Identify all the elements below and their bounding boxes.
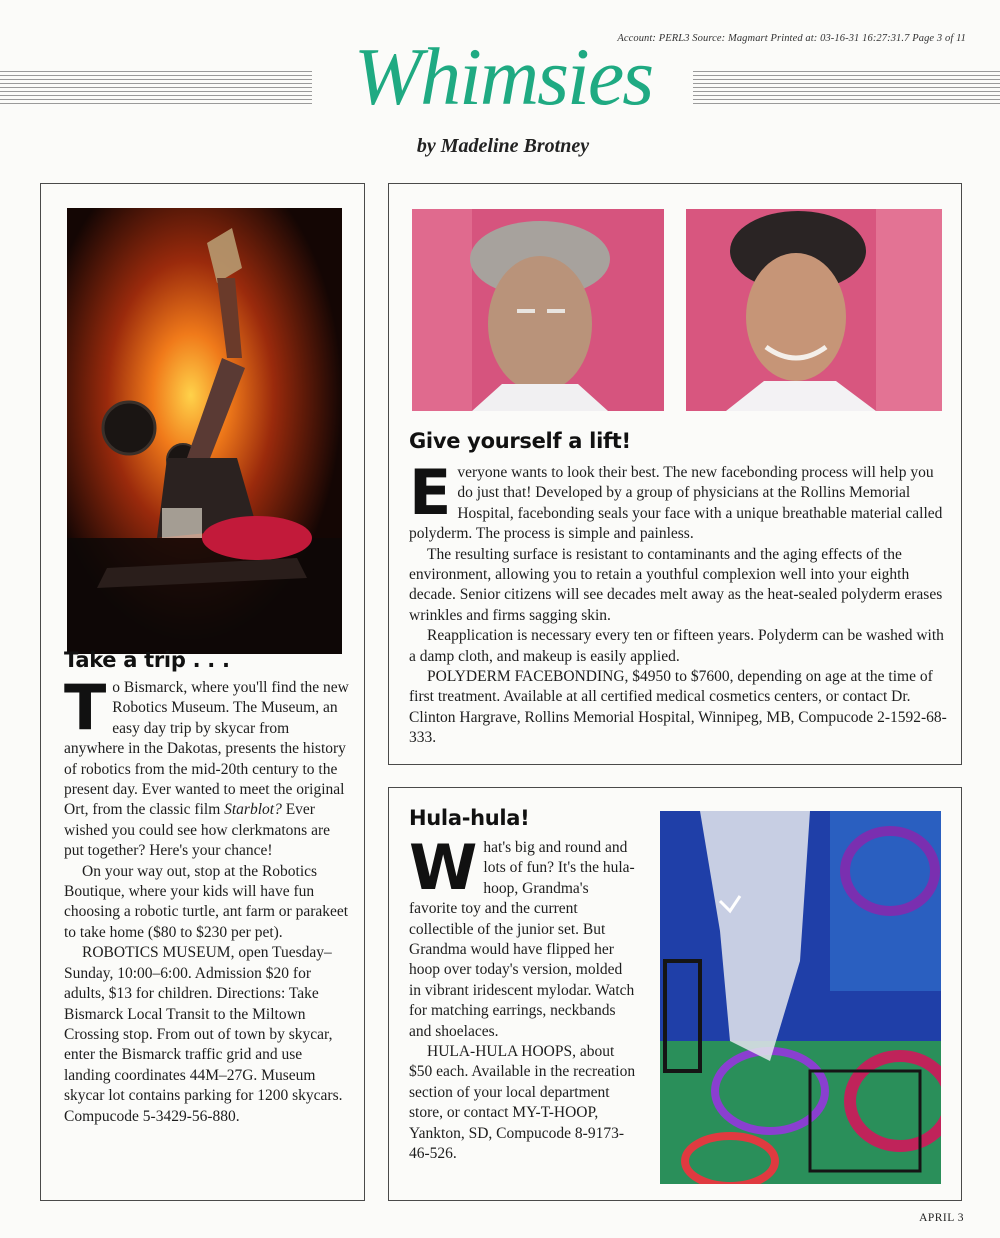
trip-paragraph: ROBOTICS MUSEUM, open Tuesday–Sunday, 10:00–6:00. Admission $20 for adults, $13 for children. Directions: Take Bismarck Local Transit to the Miltown Crossing stop. From out of town by skycar, enter the Bismarck traffic grid and use landing coordinates 44M–27G. Museum skycar lot contains parking for 1200 skycars. Compucode 5-3429-56-880. — [64, 944, 343, 1125]
masthead-title: Whimsies — [353, 31, 653, 122]
masthead-rule-left — [0, 71, 312, 107]
lift-paragraph: POLYDERM FACEBONDING, $4950 to $7600, depending on age at the time of first treatment. Available at all certified medical cosmetics centers, or contact Dr. Clinton Hargrave, Rollins Memorial Hospital, Winnipeg, MB, Compucode 2-1592-68-333. — [409, 668, 947, 747]
print-metadata: Account: PERL3 Source: Magmart Printed at: 03-16-31 16:27:31.7 Page 3 of 11 — [617, 33, 966, 44]
hula-drop-cap: W — [409, 831, 478, 904]
trip-paragraph-tail: Ever wished you could see how clerkmatons are put together? Here's your chance! — [64, 801, 331, 860]
lift-drop-cap: E — [409, 456, 452, 529]
lift-heading: Give yourself a lift! — [409, 429, 631, 453]
film-title: Starblot? — [224, 801, 282, 819]
hula-paragraph: hat's big and round and lots of fun? It's the hula-hoop, Grandma's favorite toy and the current collectible of the junior set. But Grandma would have flipped her hoop over today's version, molded in vibrant iridescent mylodar. Watch for matching earrings, neckbands and shoelaces. — [409, 839, 635, 1040]
trip-body — [64, 671, 352, 1127]
trip-drop-cap: T — [64, 671, 107, 744]
byline: by Madeline Brotney — [416, 135, 590, 157]
young-man-photo — [686, 209, 942, 411]
hula-heading: Hula-hula! — [409, 806, 530, 830]
lift-paragraph: Reapplication is necessary every ten or fifteen years. Polyderm can be washed with a damp cloth, and makeup is easily applied. — [409, 627, 944, 665]
article-give-yourself-a-lift — [388, 183, 962, 765]
lift-paragraph: veryone wants to look their best. The new facebonding process will help you do just that! Developed by a group of physicians at the Rollins Memorial Hospital, facebonding seals your face with a unique breathable material called polyderm. The process is simple and painless. — [409, 464, 943, 543]
masthead-rule-right — [693, 71, 1000, 107]
trip-paragraph: On your way out, stop at the Robotics Boutique, where your kids will have fun choosing a robotic turtle, ant farm or parakeet to take home ($80 to $230 per pet). — [64, 862, 349, 941]
hula-body — [409, 831, 637, 1165]
lift-paragraph: The resulting surface is resistant to contaminants and the aging effects of the environment, allowing you to retain a youthful complexion well into your eighth decade. Senior citizens will see decades melt away as the heat-sealed polyderm erases wrinkles and firms sagging skin. — [409, 545, 943, 624]
trip-heading: Take a trip . . . — [64, 648, 230, 672]
older-man-photo — [412, 209, 664, 411]
article-hula-hula — [388, 787, 962, 1201]
page-footer: APRIL 3 — [919, 1212, 964, 1224]
hula-paragraph: HULA-HULA HOOPS, about $50 each. Available in the recreation section of your local department store, or contact MY-T-HOOP, Yankton, SD, Compucode 8-9173-46-526. — [409, 1043, 636, 1163]
hula-hoops-photo — [660, 811, 941, 1184]
lift-body — [409, 456, 947, 749]
trip-paragraph: o Bismarck, where you'll find the new Robotics Museum. The Museum, an easy day trip by skycar from anywhere in the Dakotas, presents the history of robotics from the mid-20th century to the present day. Ever wanted to meet the original Ort, from the classic film — [64, 679, 349, 819]
article-take-a-trip — [40, 183, 365, 1201]
robot-photo — [67, 208, 342, 654]
